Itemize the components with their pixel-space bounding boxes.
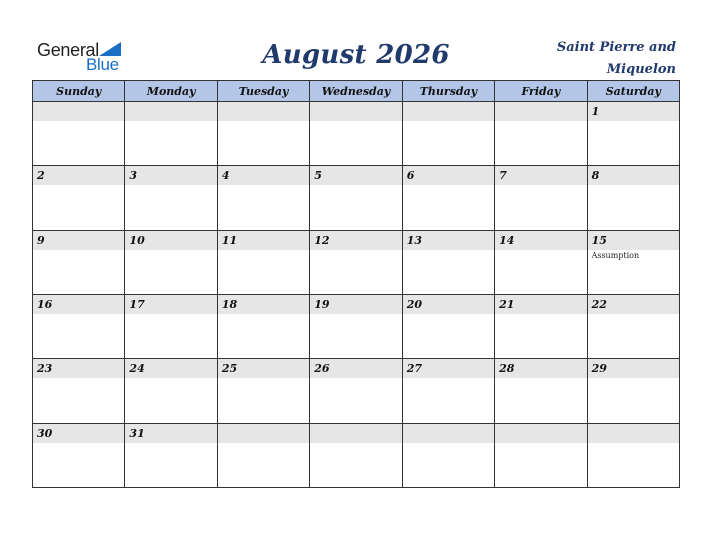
weekday-header-sunday: Sunday (33, 81, 125, 102)
day-number: 4 (221, 169, 230, 183)
day-number-band (588, 102, 679, 121)
weekday-header-saturday: Saturday (588, 81, 680, 102)
day-number: 16 (37, 298, 53, 311)
day-number: 23 (37, 362, 53, 376)
day-number: 7 (499, 169, 507, 183)
day-number: 28 (499, 362, 515, 376)
day-number: 1 (591, 105, 600, 118)
day-number: 24 (129, 362, 145, 376)
region-line-1: Saint Pierre and (556, 40, 676, 55)
day-cell-28 (495, 359, 587, 423)
day-number: 30 (37, 426, 53, 440)
empty-day-cell (218, 424, 310, 488)
region-name (526, 37, 676, 81)
holiday-label: Assumption (591, 250, 640, 260)
logo (37, 40, 137, 74)
day-number: 5 (314, 169, 322, 183)
day-number: 25 (221, 362, 238, 376)
day-number-band (588, 424, 679, 443)
day-cell-10 (125, 231, 217, 295)
day-number: 2 (37, 169, 45, 183)
empty-day-cell (495, 424, 587, 488)
day-cell-26 (310, 359, 402, 423)
day-number-band (495, 102, 586, 121)
logo-blue-text: Blue (86, 55, 119, 74)
day-number-band (310, 166, 401, 185)
day-cell-19 (310, 295, 402, 359)
day-number: 26 (314, 362, 330, 376)
empty-day-cell (403, 102, 495, 166)
weekday-header-friday: Friday (495, 81, 587, 102)
day-number: 17 (129, 298, 145, 311)
day-cell-24 (125, 359, 217, 423)
weekday-header-thursday: Thursday (403, 81, 495, 102)
day-cell-2 (33, 166, 125, 230)
day-number-band (218, 424, 309, 443)
day-number-band (403, 424, 494, 443)
day-cell-7 (495, 166, 587, 230)
day-number: 12 (314, 233, 330, 247)
day-cell-23 (33, 359, 125, 423)
day-number: 18 (221, 298, 238, 311)
weekday-header-tuesday: Tuesday (218, 81, 310, 102)
day-number-band (33, 231, 124, 250)
empty-day-cell (495, 102, 587, 166)
day-cell-5 (310, 166, 402, 230)
day-cell-27 (403, 359, 495, 423)
day-cell-21 (495, 295, 587, 359)
day-number-band (125, 166, 216, 185)
day-number: 6 (406, 169, 415, 183)
day-number-band (310, 424, 401, 443)
region-line-2: Miquelon (606, 62, 676, 77)
day-number: 20 (406, 298, 423, 311)
day-number-band (125, 102, 216, 121)
empty-day-cell (218, 102, 310, 166)
day-number: 8 (591, 169, 600, 183)
day-number-band (218, 166, 309, 185)
day-cell-31 (125, 424, 217, 488)
empty-day-cell (33, 102, 125, 166)
day-number: 29 (591, 362, 607, 376)
empty-day-cell (403, 424, 495, 488)
day-cell-25 (218, 359, 310, 423)
day-cell-30 (33, 424, 125, 488)
weekday-header-monday: Monday (125, 81, 217, 102)
day-cell-22 (588, 295, 680, 359)
day-number: 11 (221, 233, 238, 247)
day-number: 9 (37, 233, 45, 247)
day-number-band (495, 424, 586, 443)
day-number-band (33, 166, 124, 185)
day-cell-17 (125, 295, 217, 359)
day-cell-20 (403, 295, 495, 359)
day-cell-14 (495, 231, 587, 295)
day-cell-1 (588, 102, 680, 166)
day-number-band (403, 102, 494, 121)
day-cell-29 (588, 359, 680, 423)
weekday-header-wednesday: Wednesday (310, 81, 402, 102)
day-cell-12 (310, 231, 402, 295)
day-cell-9 (33, 231, 125, 295)
day-number-band (588, 166, 679, 185)
day-number: 19 (314, 298, 330, 311)
empty-day-cell (310, 102, 402, 166)
empty-day-cell (310, 424, 402, 488)
day-cell-18 (218, 295, 310, 359)
day-cell-11 (218, 231, 310, 295)
day-number: 10 (129, 233, 145, 247)
day-number: 15 (591, 233, 607, 247)
day-number: 27 (406, 362, 423, 376)
day-cell-13 (403, 231, 495, 295)
day-cell-6 (403, 166, 495, 230)
day-number-band (310, 102, 401, 121)
page-title: August 2026 (262, 40, 450, 70)
day-number: 13 (406, 233, 423, 247)
logo-triangle-icon (99, 42, 121, 56)
day-number-band (218, 102, 309, 121)
day-number: 31 (129, 426, 145, 440)
day-number: 3 (129, 169, 138, 183)
day-number: 21 (499, 298, 515, 311)
calendar-grid (32, 80, 680, 488)
day-cell-3 (125, 166, 217, 230)
day-cell-16 (33, 295, 125, 359)
empty-day-cell (588, 424, 680, 488)
day-cell-15 (588, 231, 680, 295)
day-number-band (403, 166, 494, 185)
day-cell-4 (218, 166, 310, 230)
day-cell-8 (588, 166, 680, 230)
day-number: 22 (591, 298, 607, 311)
day-number-band (33, 102, 124, 121)
logo-general-text: General (37, 40, 99, 60)
day-number-band (495, 166, 586, 185)
empty-day-cell (125, 102, 217, 166)
day-number: 14 (499, 233, 515, 247)
